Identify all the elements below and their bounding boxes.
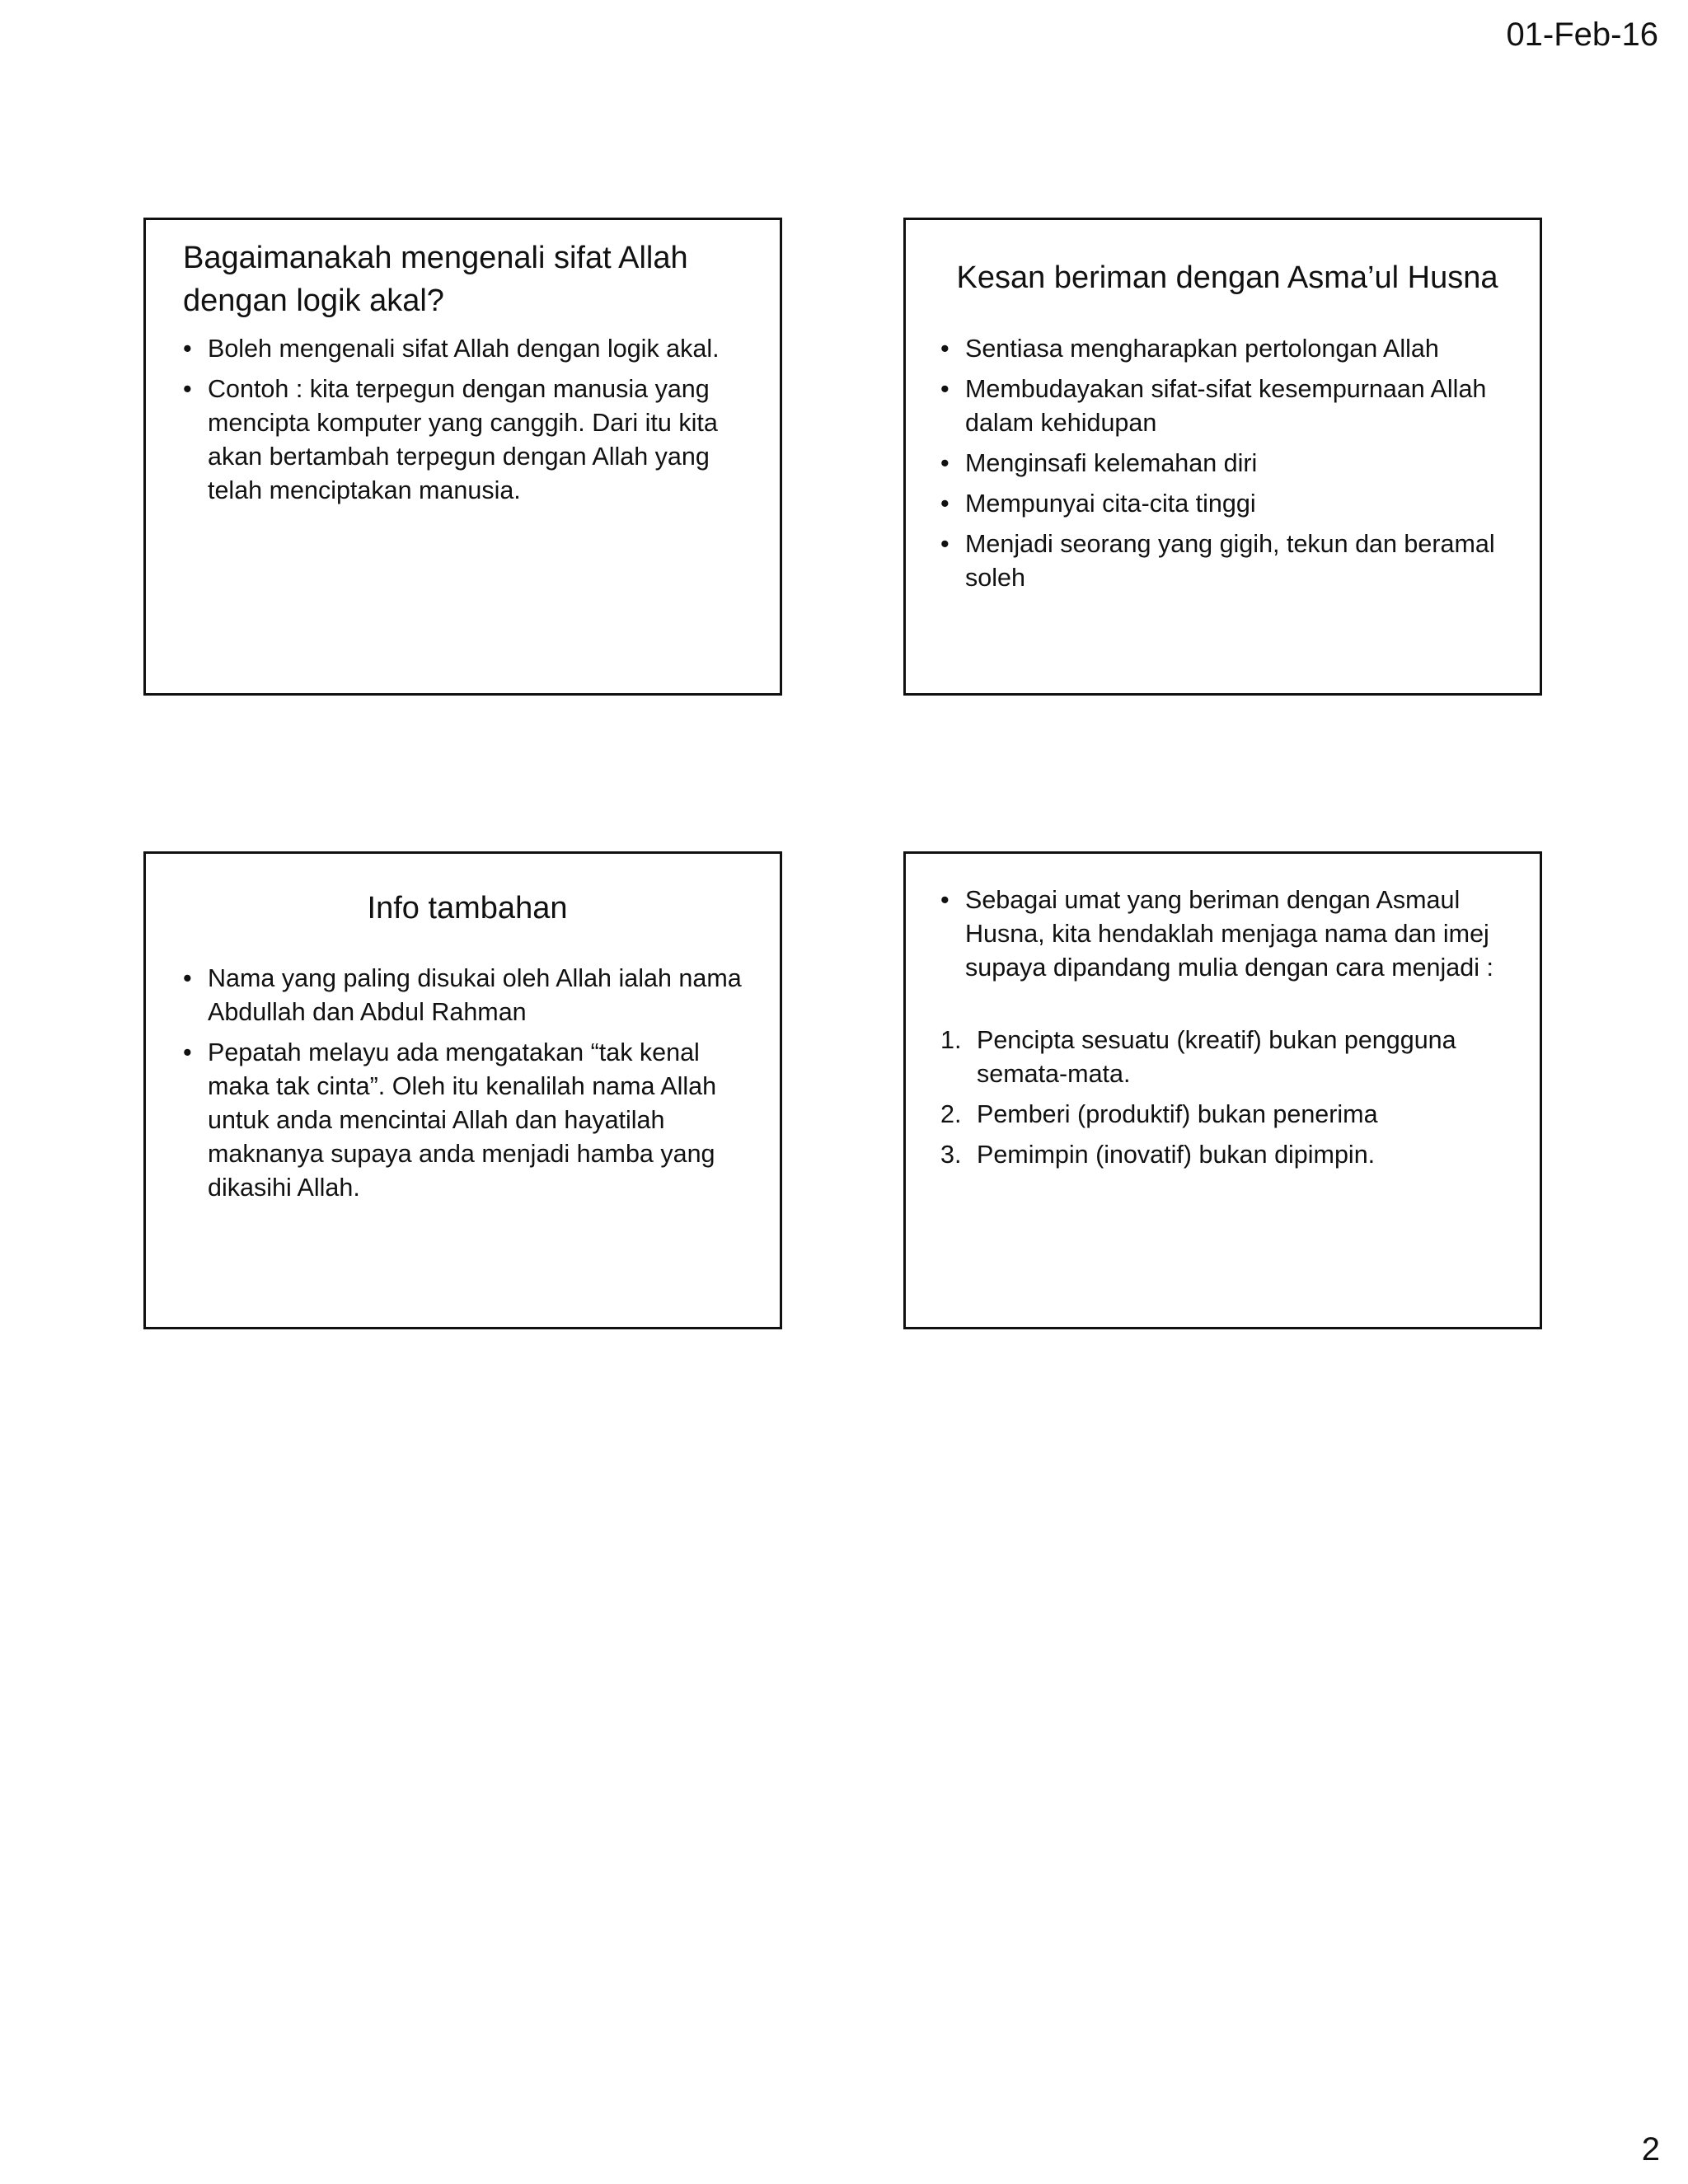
numbered-item	[940, 1024, 1517, 1091]
bullet-item: • Menjadi seorang yang gigih, tekun dan beramal soleh	[940, 527, 1517, 595]
bullet-item: • Boleh mengenali sifat Allah dengan logik akal.	[183, 332, 760, 366]
item-number: 1.	[940, 1026, 962, 1054]
bullet-item: • Menginsafi kelemahan diri	[940, 447, 1517, 480]
numbered-list	[940, 1024, 1517, 1179]
bullet-item: • Sentiasa mengharapkan pertolongan Allah	[940, 332, 1517, 366]
bullet-item: • Pepatah melayu ada mengatakan “tak kenal maka tak cinta”. Oleh itu kenalilah nama Allah untuk anda mencintai Allah dan hayatilah maknanya supaya anda menjadi hamba yang dikasihi Allah.	[183, 1036, 760, 1205]
item-text: Pencipta sesuatu (kreatif) bukan pengguna semata-mata.	[977, 1026, 1456, 1088]
slide-3	[143, 851, 782, 1329]
page-date: 01-Feb-16	[1506, 16, 1658, 53]
bullet-item: • Sebagai umat yang beriman dengan Asmaul Husna, kita hendaklah menjaga nama dan imej supaya dipandang mulia dengan cara menjadi :	[940, 883, 1517, 985]
bullet-list	[183, 962, 760, 1212]
slide-title: Kesan beriman dengan Asma’ul Husna	[956, 260, 1498, 295]
numbered-item	[940, 1098, 1517, 1132]
bullet-list	[940, 883, 1517, 991]
bullet-item: • Contoh : kita terpegun dengan manusia yang mencipta komputer yang canggih. Dari itu kita akan bertambah terpegun dengan Allah yang telah menciptakan manusia.	[183, 373, 760, 508]
bullet-list	[940, 332, 1517, 602]
slide-title: Info tambahan	[367, 891, 568, 926]
slide-1	[143, 218, 782, 696]
slide-title: Bagaimanakah mengenali sifat Allah dengan logik akal?	[183, 241, 688, 318]
slide-4	[903, 851, 1542, 1329]
item-number: 2.	[940, 1100, 962, 1128]
bullet-item: • Nama yang paling disukai oleh Allah ialah nama Abdullah dan Abdul Rahman	[183, 962, 760, 1029]
item-number: 3.	[940, 1141, 962, 1169]
bullet-item: • Membudayakan sifat-sifat kesempurnaan Allah dalam kehidupan	[940, 373, 1517, 440]
numbered-item	[940, 1138, 1517, 1172]
bullet-item: • Mempunyai cita-cita tinggi	[940, 487, 1517, 521]
item-text: Pemimpin (inovatif) bukan dipimpin.	[977, 1141, 1376, 1169]
page-number: 2	[1641, 2131, 1660, 2168]
slide-2	[903, 218, 1542, 696]
bullet-list	[183, 332, 760, 514]
item-text: Pemberi (produktif) bukan penerima	[977, 1100, 1378, 1128]
